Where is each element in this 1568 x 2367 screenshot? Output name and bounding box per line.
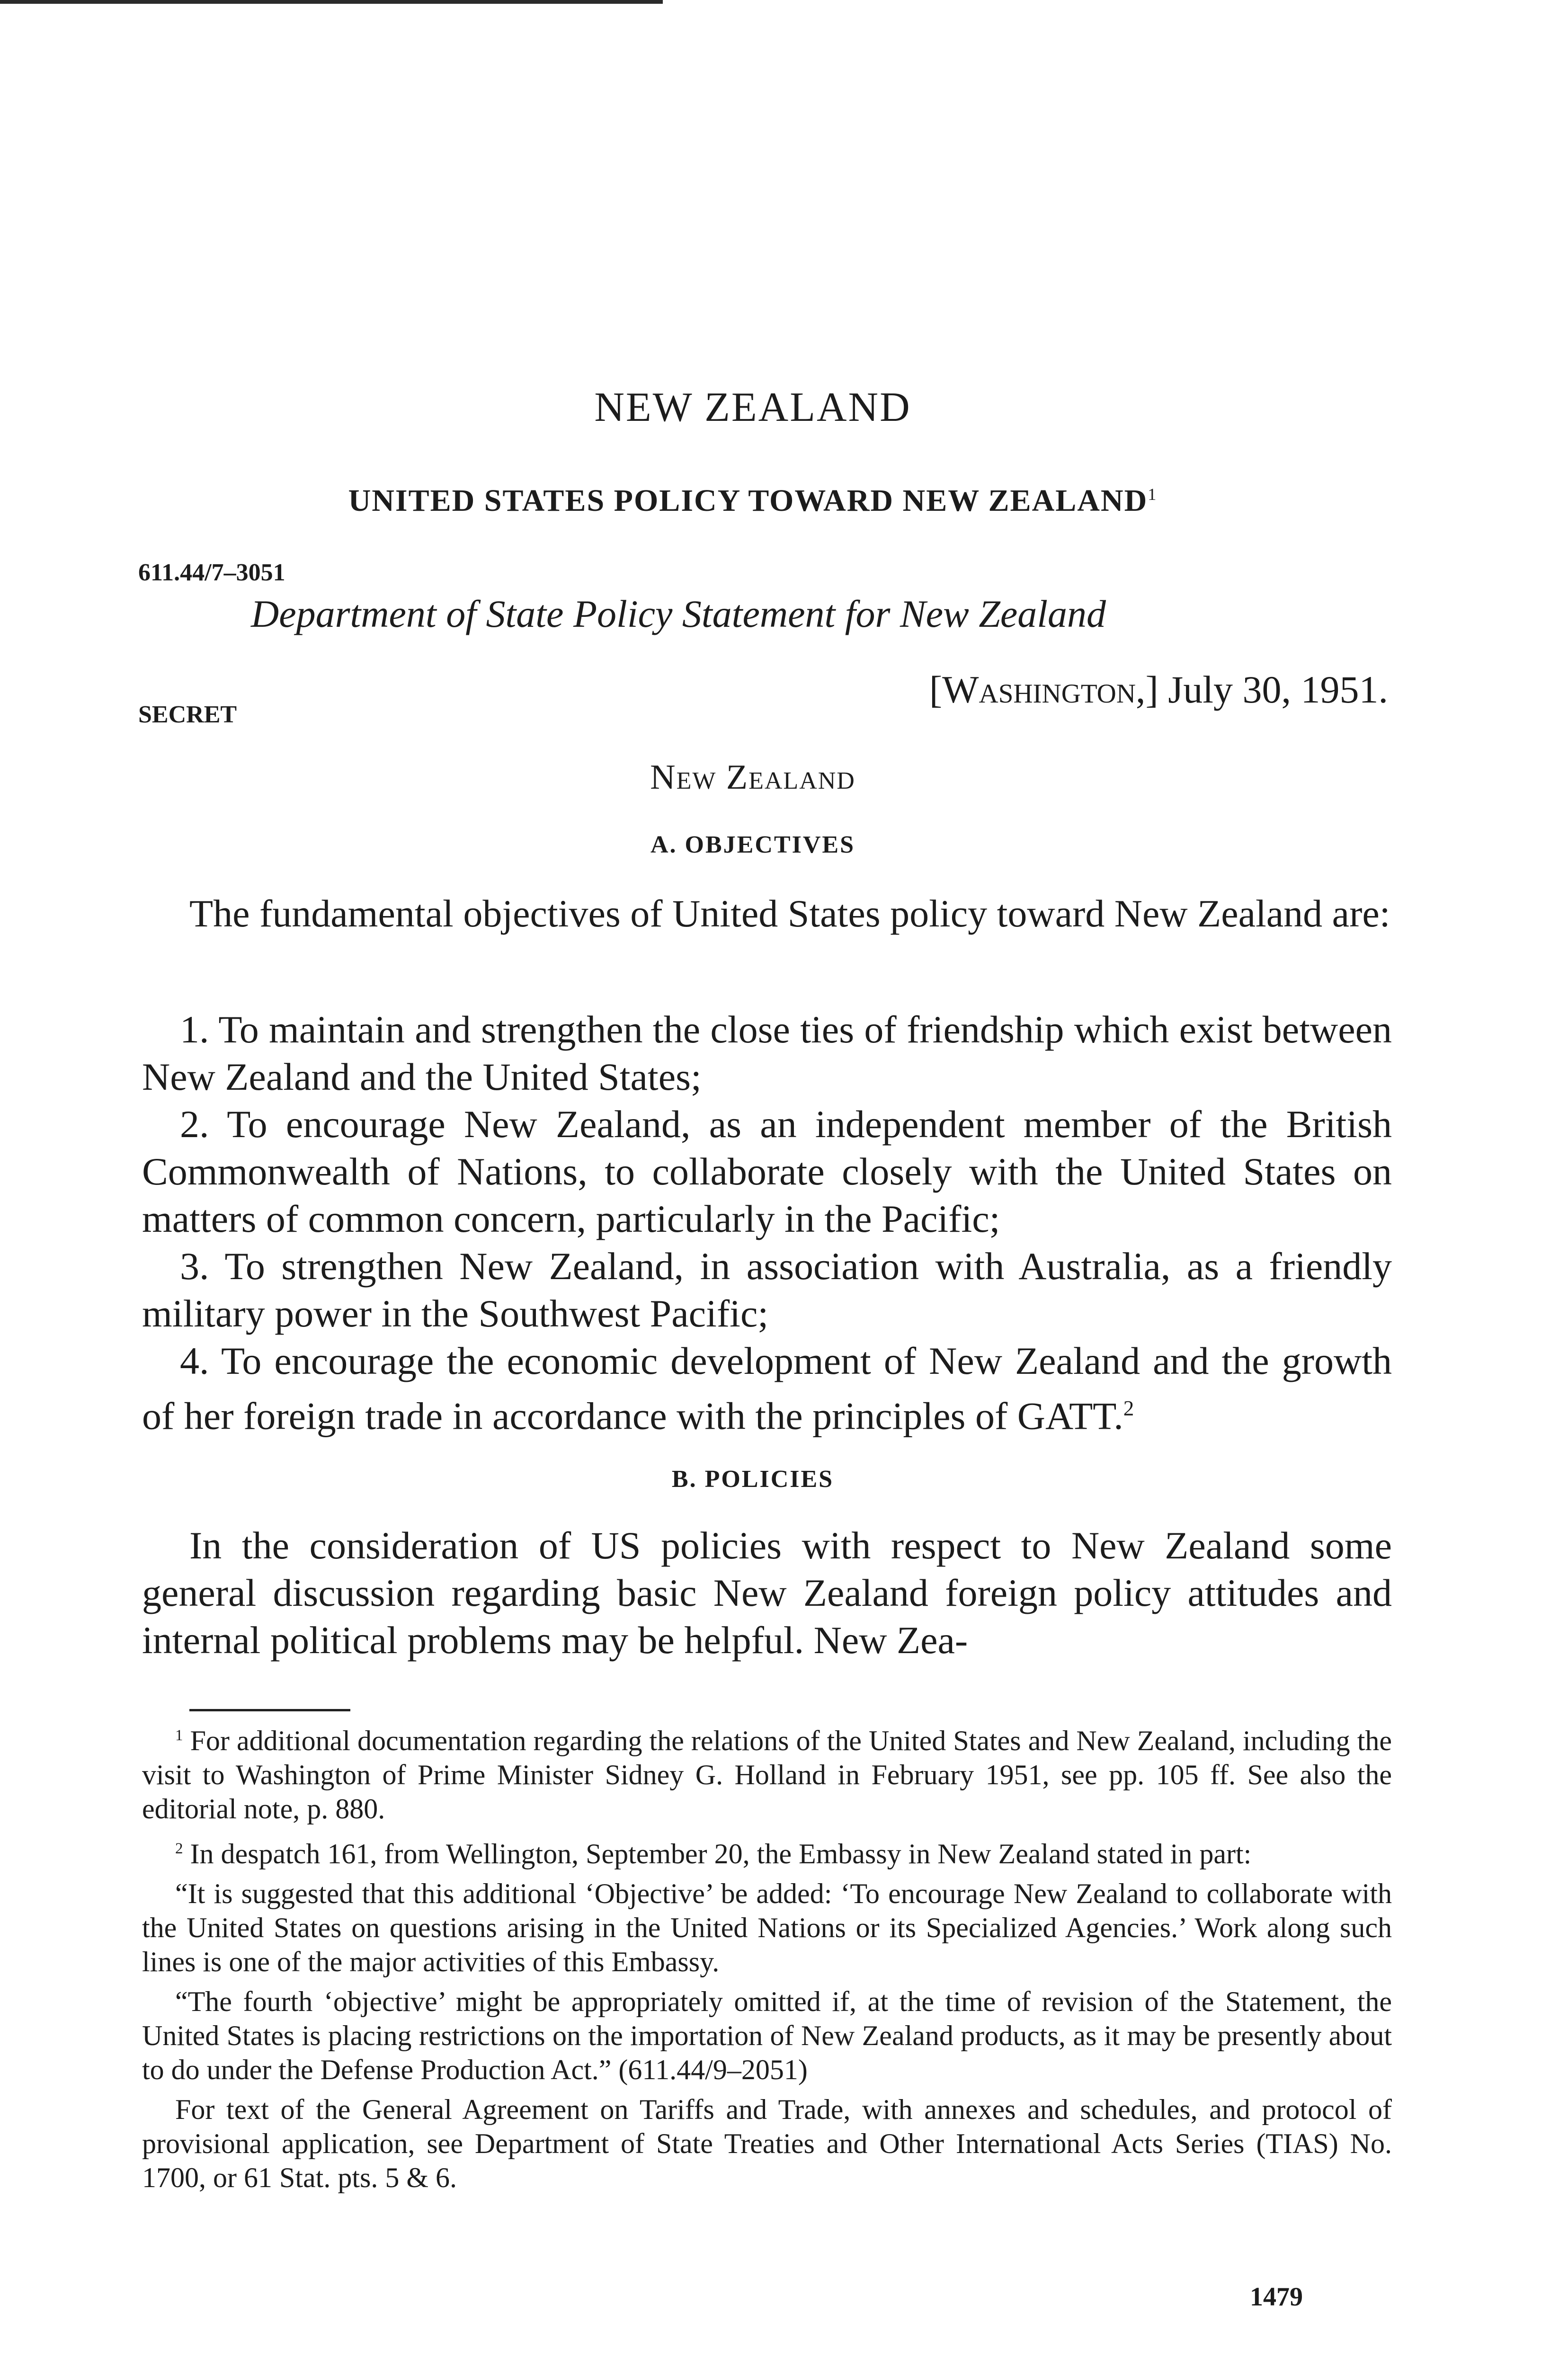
footnote-1-text: For additional documentation regarding the relations of the United States and New Zealand, including the visit to Washington of Prime Minister Sidney G. Holland in February 1951, see pp. 105 ff. See also the editorial note, p. 880. xyxy=(142,1725,1392,1824)
footnote-1 xyxy=(142,1718,1392,1826)
policies-heading: B. POLICIES xyxy=(671,1466,834,1493)
footnote-ref-1: 1 xyxy=(1148,485,1158,504)
file-number: 611.44/7–3051 xyxy=(138,559,285,586)
objective-item-4-text: 4. To encourage the economic development of New Zealand and the growth of her foreign trade in accordance with the principles of GATT. xyxy=(142,1339,1392,1438)
intro-paragraph: The fundamental objectives of United States policy toward New Zealand are: xyxy=(189,892,1390,935)
objectives-heading: A. OBJECTIVES xyxy=(650,831,855,858)
top-rule xyxy=(0,0,663,4)
dateline xyxy=(929,667,1388,712)
subtitle-text: UNITED STATES POLICY TOWARD NEW ZEALAND xyxy=(348,483,1148,518)
dateline-date: July 30, 1951. xyxy=(1168,668,1388,711)
footnote-1-marker: 1 xyxy=(175,1727,183,1744)
page-title: NEW ZEALAND xyxy=(594,384,911,430)
section-title: New Zealand xyxy=(650,758,855,797)
objective-item-2: 2. To encourage New Zealand, as an independent member of the British Commonwealth of Nations, to collaborate closely with the United States on matters of common concern, particularly in the Pacific; xyxy=(142,1103,1392,1240)
footnote-2-text: In despatch 161, from Wellington, September 20, the Embassy in New Zealand stated in part: xyxy=(190,1838,1252,1869)
objective-item-4 xyxy=(142,1337,1392,1440)
classification-label: SECRET xyxy=(138,701,237,728)
objective-item-3: 3. To strengthen New Zealand, in association with Australia, as a friendly military power in the Southwest Pacific; xyxy=(142,1245,1392,1335)
page-number: 1479 xyxy=(1250,2282,1303,2312)
footnote-2-gatt-text: For text of the General Agreement on Tariffs and Trade, with annexes and schedules, and protocol of provisional application, see Department of State Treaties and Other International Acts Series (TIAS) No. 1700, or 61 Stat. pts. 5 & 6. xyxy=(142,2094,1392,2193)
footnote-ref-2: 2 xyxy=(1123,1397,1134,1420)
chapter-subtitle xyxy=(0,483,1506,519)
policies-paragraph: In the consideration of US policies with respect to New Zealand some general discussion regarding basic New Zealand foreign policy attitudes and internal political problems may be helpful. New Zea- xyxy=(142,1524,1392,1662)
footnote-2-quote-1: “It is suggested that this additional ‘Objective’ be added: ‘To encourage New Zealand to collaborate with the United States on questions arising in the United Nations or its Specialized Agencies.’ Work along such lines is one of the major activities of this Embassy. xyxy=(142,1878,1392,1977)
objective-item-1: 1. To maintain and strengthen the close ties of friendship which exist between New Zealand and the United States; xyxy=(142,1008,1392,1098)
footnote-2-quote-2: “The fourth ‘objective’ might be appropriately omitted if, at the time of revision of the Statement, the United States is placing restrictions on the importation of New Zealand products, as it may be presently about to do under the Defense Production Act.” (611.44/9–2051) xyxy=(142,1986,1392,2085)
document-heading: Department of State Policy Statement for New Zealand xyxy=(251,592,1106,635)
footnote-rule xyxy=(189,1709,350,1711)
dateline-place: [Washington,] xyxy=(929,668,1158,711)
footnote-2 xyxy=(142,1832,1392,1871)
footnotes xyxy=(142,1718,1392,2200)
footnote-2-marker: 2 xyxy=(175,1840,183,1857)
objectives-list xyxy=(142,1006,1392,1440)
